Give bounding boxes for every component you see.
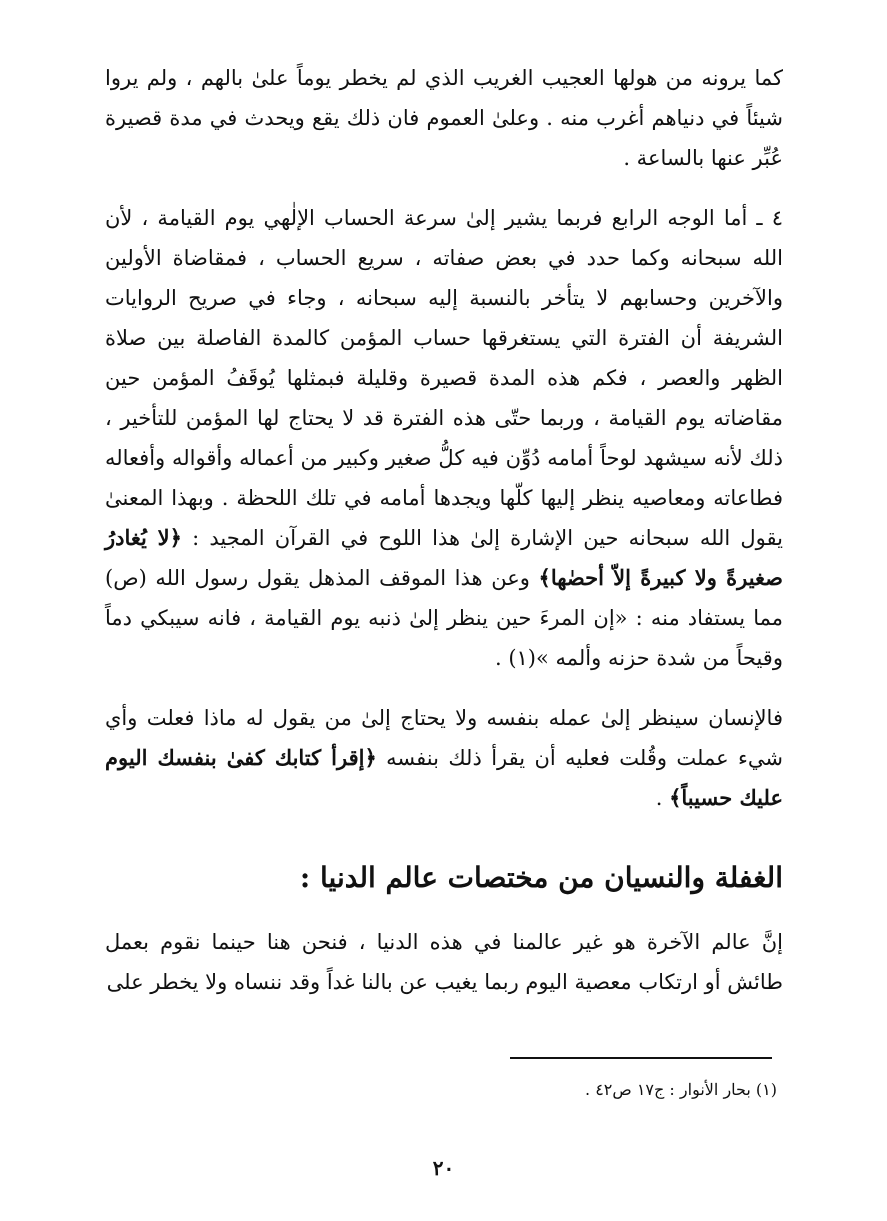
- page-body: [105, 50, 783, 1002]
- paragraph-1: كما يرونه من هولها العجيب الغريب الذي لم يخطر يوماً علىٰ بالهم ، ولم يروا شيئاً في دنياهم أغرب منه . وعلىٰ العموم فان ذلك يقع ويحدث في مدة قصيرة عُبِّر عنها بالساعة .: [105, 66, 783, 170]
- page-number: ٢٠: [432, 1156, 455, 1180]
- paragraph-2-text-b: وعن هذا الموقف المذهل يقول رسول الله (ص) مما يستفاد منه : «إن المرءَ حين ينظر إلىٰ ذنبه يوم القيامة ، فانه سيبكي دماً وقيحاً من شدة حزنه وألمه »(١) .: [105, 566, 783, 670]
- paragraph-2-text-a: ٤ ـ أما الوجه الرابع فربما يشير إلىٰ سرعة الحساب الإلٰهي يوم القيامة ، لأن الله سبحانه وكما حدد في بعض صفاته ، سريع الحساب ، فمقاضاة الأولين والآخرين وحسابهم لا يتأخر بالنسبة إليه سبحانه ، وجاء في صريح الروايات الشريفة أن الفترة التي يستغرقها حساب المؤمن كالمدة الفاصلة بين صلاة الظهر والعصر ، فكم هذه المدة قصيرة وقليلة فبمثلها يُوقَفُ المؤمن حين مقاضاته يوم القيامة ، وربما حتّى هذه الفترة قد لا يحتاج لها المؤمن للتأخير ، ذلك لأنه سيشهد لوحاً أمامه دُوِّن فيه كلُّ صغير وكبير من أعماله وأقواله وأفعاله فطاعاته ومعاصيه ينظر إليها كلّها ويجدها أمامه في تلك اللحظة . وبهذا المعنىٰ يقول الله سبحانه حين الإشارة إلىٰ هذا اللوح في القرآن المجيد :: [105, 206, 783, 550]
- paragraph-4: إنَّ عالم الآخرة هو غير عالمنا في هذه الدنيا ، فنحن هنا حينما نقوم بعمل طائش أو ارتكاب معصية اليوم ربما يغيب عن بالنا غداً وقد ننساه ولا يخطر على: [105, 930, 783, 994]
- quran-quote-2: ﴿إقرأ كتابك كفىٰ بنفسك اليوم عليك حسيباً﴾: [105, 745, 783, 810]
- quran-quote-1: ﴿لا يُغادرُ صغيرةً ولا كبيرةً إلاّ أحصٰها﴾: [105, 525, 783, 590]
- footnote: (١) بحار الأنوار : ج١٧ ص٤٢ .: [585, 1080, 777, 1099]
- paragraph-3-text-a: فالإنسان سينظر إلىٰ عمله بنفسه ولا يحتاج إلىٰ من يقول له ماذا فعلت وأي شيء عملت وقُلت فعليه أن يقرأ ذلك بنفسه: [105, 706, 784, 770]
- paragraph-3: [105, 698, 783, 818]
- section-heading: الغفلة والنسيان من مختصات عالم الدنيا :: [299, 861, 783, 894]
- paragraph-2: [105, 198, 783, 678]
- footnote-divider: [510, 1057, 772, 1059]
- paragraph-3-text-b: .: [655, 786, 670, 810]
